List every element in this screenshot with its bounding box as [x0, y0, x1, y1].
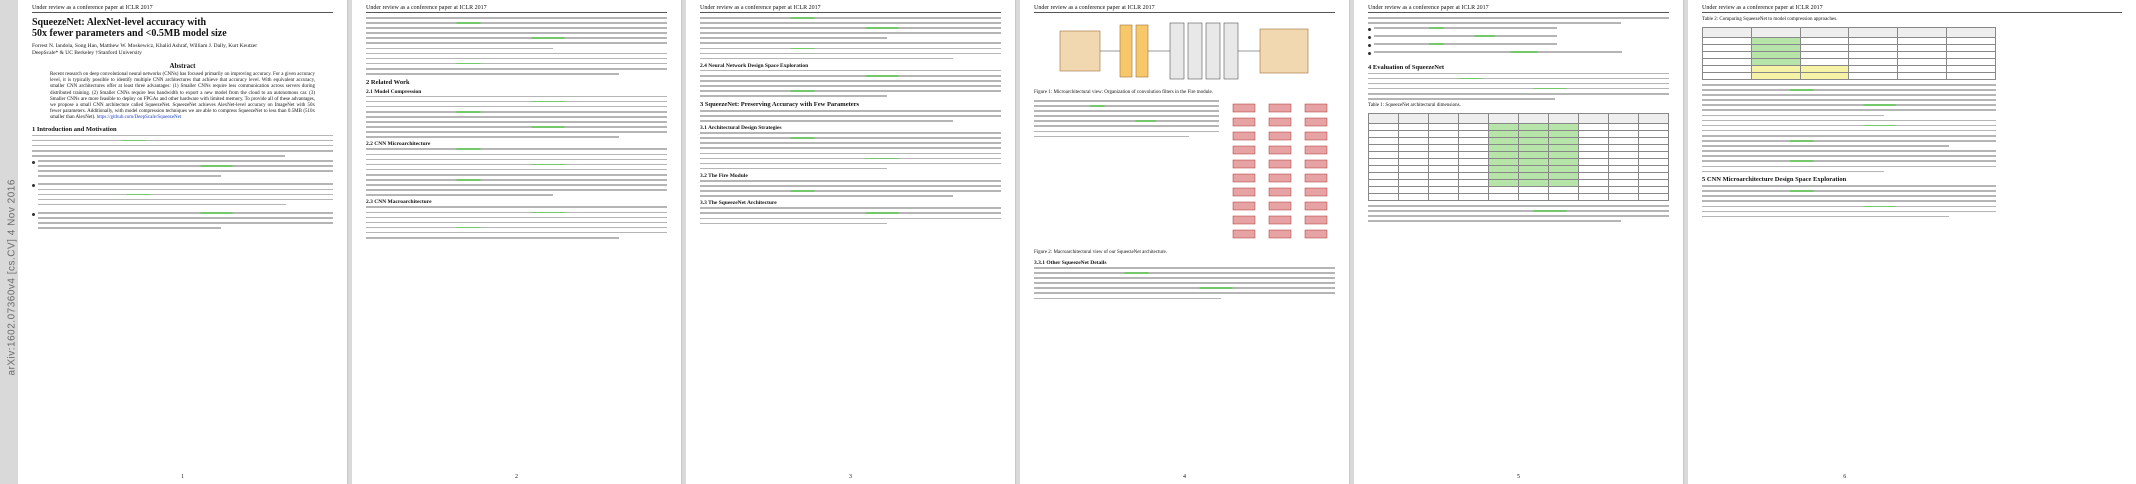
list-item	[32, 183, 333, 211]
paragraph	[700, 42, 1001, 59]
page-5	[1354, 0, 1684, 484]
layer-block	[1305, 174, 1327, 182]
expand-1x1-layer	[1188, 23, 1202, 79]
paragraph	[366, 206, 667, 238]
paragraph	[1034, 100, 1219, 137]
layer-block	[1305, 230, 1327, 238]
expand-1x1-layer	[1170, 23, 1184, 79]
layer-block	[1233, 132, 1255, 140]
paragraph	[1368, 205, 1669, 222]
subsection-heading: 2.3 CNN Macroarchitecture	[366, 199, 432, 206]
layer-block	[1305, 188, 1327, 196]
paragraph	[700, 207, 1001, 224]
output-block	[1260, 29, 1308, 73]
table-caption: Table 2: Comparing SqueezeNet to model compression approaches.	[1702, 17, 1838, 22]
layer-block	[1269, 202, 1291, 210]
layer-block	[1269, 104, 1291, 112]
paragraph	[700, 70, 1001, 97]
input-block	[1060, 31, 1100, 71]
layer-block	[1269, 216, 1291, 224]
paragraph	[1702, 150, 1996, 172]
layer-block	[1269, 146, 1291, 154]
layer-block	[1269, 118, 1291, 126]
layer-block	[1305, 216, 1327, 224]
list-item	[32, 212, 333, 235]
paper-title: SqueezeNet: AlexNet-level accuracy with 50x fewer parameters and <0.5MB model size	[32, 17, 227, 39]
running-header: Under review as a conference paper at ICLR 2017	[32, 5, 333, 13]
layer-block	[1269, 230, 1291, 238]
paragraph	[366, 53, 667, 75]
figure-caption: Figure 1: Microarchitectural view: Organization of convolution filters in the Fire module.	[1034, 90, 1214, 95]
list-item	[1368, 35, 1669, 43]
paragraph	[1702, 84, 1996, 116]
list-item	[1368, 27, 1669, 35]
list-item	[1368, 43, 1669, 51]
body-columns	[1034, 100, 1335, 250]
layer-block	[1305, 132, 1327, 140]
section-heading: 3 SqueezeNet: Preserving Accuracy with Few Parameters	[700, 100, 860, 108]
paragraph	[700, 180, 1001, 197]
abstract-heading: Abstract	[169, 62, 196, 70]
section-heading: 1 Introduction and Motivation	[32, 125, 117, 133]
layer-block	[1269, 174, 1291, 182]
squeeze-layer	[1136, 25, 1148, 77]
paragraph	[700, 17, 1001, 39]
subsection-heading: 2.4 Neural Network Design Space Exploration	[700, 62, 809, 69]
paragraph	[366, 17, 667, 49]
layer-block	[1233, 104, 1255, 112]
page-2	[352, 0, 682, 484]
architecture-table	[1368, 113, 1669, 201]
page-1	[18, 0, 348, 484]
list-item	[32, 160, 333, 183]
running-header: Under review as a conference paper at ICLR 2017	[1368, 5, 1669, 13]
running-header: Under review as a conference paper at ICLR 2017	[1702, 5, 2122, 13]
page-number: 3	[849, 474, 852, 480]
layer-block	[1233, 202, 1255, 210]
layer-block	[1233, 174, 1255, 182]
page-6	[1688, 0, 2136, 484]
layer-block	[1305, 202, 1327, 210]
section-heading: 2 Related Work	[366, 78, 410, 86]
squeeze-layer	[1120, 25, 1132, 77]
layer-block	[1305, 118, 1327, 126]
layer-block	[1233, 230, 1255, 238]
subsection-heading: 3.3 The SqueezeNet Architecture	[700, 200, 777, 207]
paragraph	[1368, 17, 1669, 24]
github-link[interactable]: https://github.com/DeepScale/SqueezeNet	[96, 115, 182, 121]
compression-table	[1702, 27, 1996, 80]
list-item	[1368, 51, 1669, 59]
subsection-heading: 2.1 Model Compression	[366, 88, 422, 95]
paragraph	[1702, 120, 1996, 147]
expand-3x3-layer	[1206, 23, 1220, 79]
table-caption: Table 1: SqueezeNet architectural dimensions.	[1368, 103, 1461, 109]
layer-block	[1233, 216, 1255, 224]
paragraph	[1702, 185, 1996, 217]
subsection-heading: 3.2 The Fire Module	[700, 172, 748, 179]
squeezenet-architecture-figure	[1225, 100, 1335, 250]
page-4	[1020, 0, 1350, 484]
running-header: Under review as a conference paper at ICLR 2017	[700, 5, 1001, 13]
paragraph	[366, 148, 667, 195]
layer-block	[1305, 146, 1327, 154]
running-header: Under review as a conference paper at ICLR 2017	[366, 5, 667, 13]
layer-block	[1233, 146, 1255, 154]
page-number: 6	[1843, 474, 1847, 480]
layer-block	[1233, 160, 1255, 168]
paragraph	[1034, 267, 1335, 299]
subsection-heading: 2.2 CNN Microarchitecture	[366, 141, 431, 148]
page-number: 5	[1517, 474, 1520, 480]
figure-caption: Figure 2: Macroarchitectural view of our SqueezeNet architecture.	[1034, 250, 1167, 255]
paragraph	[32, 135, 333, 157]
page-number: 2	[515, 474, 518, 480]
abstract-text: Recent research on deep convolutional neural networks (CNNs) has focused primarily on improving accuracy. For a given accuracy level, it is typically possible to identify multiple CNN architectures that achieve that accuracy level. With equivalent accuracy, smaller CNN architectures offer at least three advantages: (1) Smaller CNNs require less communication across servers during distributed training. (2) Smaller CNNs require less bandwidth to export a new model from the cloud to an autonomous car. (3) Smaller CNNs are more feasible to deploy on FPGAs and other hardware with limited memory. To provide all of these advantages, we propose a small CNN architecture called SqueezeNet. SqueezeNet achieves AlexNet-level accuracy on ImageNet with 50x fewer parameters. Additionally, with model compression techniques we are able to compress SqueezeNet to less than 0.5MB (510x smaller than AlexNet). https://github.com/DeepScale/SqueezeNet	[50, 72, 315, 121]
layer-block	[1305, 160, 1327, 168]
page-number: 4	[1183, 474, 1186, 480]
page-number: 1	[181, 474, 184, 480]
arxiv-stamp: arXiv:1602.07360v4 [cs.CV] 4 Nov 2016	[6, 179, 18, 376]
running-header: Under review as a conference paper at ICLR 2017	[1034, 5, 1335, 13]
layer-block	[1233, 118, 1255, 126]
layer-block	[1233, 188, 1255, 196]
paragraph	[700, 132, 1001, 169]
paragraph	[366, 96, 667, 138]
expand-3x3-layer	[1224, 23, 1238, 79]
paragraph	[1368, 73, 1669, 100]
fire-module-figure	[1040, 17, 1330, 87]
page-3	[686, 0, 1016, 484]
layer-block	[1269, 188, 1291, 196]
section-heading: 4 Evaluation of SqueezeNet	[1368, 63, 1445, 71]
subsection-heading: 3.1 Architectural Design Strategies	[700, 125, 782, 132]
layer-block	[1269, 160, 1291, 168]
authors: Forrest N. Iandola, Song Han, Matthew W. Moskewicz, Khalid Ashraf, William J. Dally, Kurt Keutzer DeepScale* & UC Berkeley †Stanford University	[32, 43, 258, 56]
layer-block	[1305, 104, 1327, 112]
layer-block	[1269, 132, 1291, 140]
section-heading: 5 CNN Microarchitecture Design Space Exploration	[1702, 176, 1847, 184]
paragraph	[700, 110, 1001, 122]
subsection-heading: 3.3.1 Other SqueezeNet Details	[1034, 260, 1107, 266]
